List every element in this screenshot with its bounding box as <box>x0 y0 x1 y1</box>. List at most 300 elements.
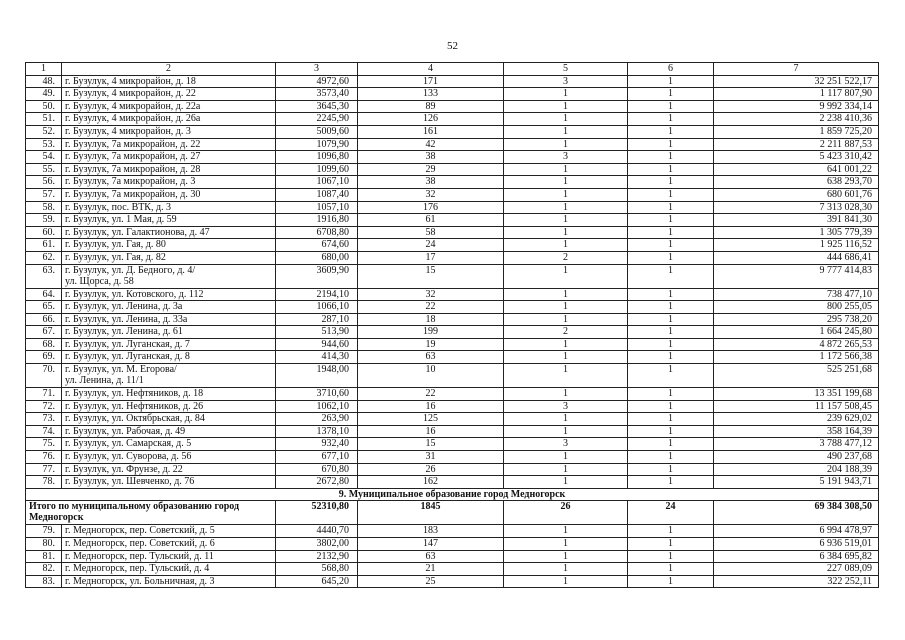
address: г. Бузулук, 7а микрорайон, д. 28 <box>62 163 276 176</box>
column-4-value: 183 <box>358 525 504 538</box>
column-6-value: 1 <box>628 326 714 339</box>
table-row <box>26 75 879 88</box>
table-row <box>26 338 879 351</box>
address <box>62 364 276 388</box>
amount: 322 252,11 <box>714 575 879 588</box>
column-4-value: 25 <box>358 575 504 588</box>
table-row <box>26 351 879 364</box>
column-6-value: 1 <box>628 476 714 489</box>
column-6-value: 1 <box>628 301 714 314</box>
row-number: 62. <box>26 251 62 264</box>
area: 3645,30 <box>276 100 358 113</box>
column-5-value: 1 <box>504 563 628 576</box>
address: г. Бузулук, ул. Шевченко, д. 76 <box>62 476 276 489</box>
area: 680,00 <box>276 251 358 264</box>
column-6-value: 1 <box>628 463 714 476</box>
column-5-value: 1 <box>504 463 628 476</box>
column-6-value: 1 <box>628 413 714 426</box>
column-6-value: 1 <box>628 176 714 189</box>
column-4-value: 22 <box>358 388 504 401</box>
row-number: 63. <box>26 264 62 288</box>
address: г. Бузулук, ул. Самарская, д. 5 <box>62 438 276 451</box>
area: 3710,60 <box>276 388 358 401</box>
column-4-value: 38 <box>358 151 504 164</box>
row-number: 56. <box>26 176 62 189</box>
column-4-value: 162 <box>358 476 504 489</box>
row-number: 80. <box>26 538 62 551</box>
column-5-value: 1 <box>504 188 628 201</box>
column-6-value: 1 <box>628 214 714 227</box>
amount: 1 117 807,90 <box>714 88 879 101</box>
column-5-value: 1 <box>504 288 628 301</box>
column-6-value: 1 <box>628 75 714 88</box>
area: 1087,40 <box>276 188 358 201</box>
address-line: ул. Щорса, д. 58 <box>65 275 134 287</box>
table-row <box>26 463 879 476</box>
area: 1067,10 <box>276 176 358 189</box>
amount: 295 738,20 <box>714 313 879 326</box>
address: г. Медногорск, ул. Больничная, д. 3 <box>62 575 276 588</box>
table-row <box>26 538 879 551</box>
total-label: Итого по муниципальному образованию город Медногорск <box>26 501 276 525</box>
address: г. Бузулук, ул. Гая, д. 80 <box>62 239 276 252</box>
address-line: г. Бузулук, ул. М. Егорова/ <box>65 364 177 376</box>
area: 1378,10 <box>276 425 358 438</box>
table-row <box>26 575 879 588</box>
address: г. Бузулук, ул. Луганская, д. 7 <box>62 338 276 351</box>
column-4-value: 19 <box>358 338 504 351</box>
column-4-value: 31 <box>358 451 504 464</box>
amount: 204 188,39 <box>714 463 879 476</box>
column-4-value: 176 <box>358 201 504 214</box>
table-row <box>26 413 879 426</box>
column-header-row <box>26 63 879 76</box>
column-5-value: 2 <box>504 251 628 264</box>
row-number: 61. <box>26 239 62 252</box>
column-header: 6 <box>628 63 714 76</box>
column-6-value: 1 <box>628 313 714 326</box>
amount: 638 293,70 <box>714 176 879 189</box>
column-4-value: 32 <box>358 188 504 201</box>
column-5-value: 3 <box>504 75 628 88</box>
area: 677,10 <box>276 451 358 464</box>
column-4-value: 21 <box>358 563 504 576</box>
address: г. Бузулук, ул. Фрунзе, д. 22 <box>62 463 276 476</box>
amount: 738 477,10 <box>714 288 879 301</box>
column-5-value: 1 <box>504 88 628 101</box>
table-row <box>26 525 879 538</box>
column-5-value: 3 <box>504 151 628 164</box>
row-number: 64. <box>26 288 62 301</box>
row-number: 58. <box>26 201 62 214</box>
column-6-value: 1 <box>628 400 714 413</box>
row-number: 73. <box>26 413 62 426</box>
column-5-value: 1 <box>504 113 628 126</box>
column-4-value: 32 <box>358 288 504 301</box>
column-6-value: 1 <box>628 388 714 401</box>
column-5-value: 1 <box>504 176 628 189</box>
table-row <box>26 251 879 264</box>
amount: 1 925 116,52 <box>714 239 879 252</box>
table-row <box>26 313 879 326</box>
table-row <box>26 113 879 126</box>
column-header: 1 <box>26 63 62 76</box>
area: 1948,00 <box>276 364 358 388</box>
column-4-value: 199 <box>358 326 504 339</box>
column-4-value: 22 <box>358 301 504 314</box>
address: г. Бузулук, ул. Рабочая, д. 49 <box>62 425 276 438</box>
column-4-value: 147 <box>358 538 504 551</box>
amount: 800 255,05 <box>714 301 879 314</box>
table-row <box>26 188 879 201</box>
row-number: 75. <box>26 438 62 451</box>
row-number: 54. <box>26 151 62 164</box>
table-row <box>26 138 879 151</box>
area: 513,90 <box>276 326 358 339</box>
housing-table <box>25 62 879 588</box>
column-6-value: 1 <box>628 351 714 364</box>
table-row <box>26 100 879 113</box>
row-number: 82. <box>26 563 62 576</box>
amount: 5 191 943,71 <box>714 476 879 489</box>
column-5-value: 1 <box>504 476 628 489</box>
row-number: 52. <box>26 125 62 138</box>
area: 287,10 <box>276 313 358 326</box>
area: 1096,80 <box>276 151 358 164</box>
column-5-value: 1 <box>504 226 628 239</box>
column-5-value: 1 <box>504 413 628 426</box>
amount: 4 872 265,53 <box>714 338 879 351</box>
table-row <box>26 476 879 489</box>
table-row <box>26 438 879 451</box>
row-number: 53. <box>26 138 62 151</box>
column-4-value: 58 <box>358 226 504 239</box>
total-amount: 69 384 308,50 <box>714 501 879 525</box>
column-5-value: 1 <box>504 364 628 388</box>
column-4-value: 61 <box>358 214 504 227</box>
row-number: 71. <box>26 388 62 401</box>
amount: 3 788 477,12 <box>714 438 879 451</box>
area: 1099,60 <box>276 163 358 176</box>
column-6-value: 1 <box>628 226 714 239</box>
column-5-value: 3 <box>504 438 628 451</box>
amount: 1 664 245,80 <box>714 326 879 339</box>
column-4-value: 133 <box>358 88 504 101</box>
table-row <box>26 214 879 227</box>
table-row <box>26 400 879 413</box>
row-number: 79. <box>26 525 62 538</box>
column-header: 2 <box>62 63 276 76</box>
section-title: 9. Муниципальное образование город Медногорск <box>26 488 879 501</box>
column-6-value: 1 <box>628 575 714 588</box>
column-4-value: 16 <box>358 425 504 438</box>
total-column-6: 24 <box>628 501 714 525</box>
row-number: 60. <box>26 226 62 239</box>
amount: 227 089,09 <box>714 563 879 576</box>
column-6-value: 1 <box>628 113 714 126</box>
column-5-value: 1 <box>504 338 628 351</box>
area: 4972,60 <box>276 75 358 88</box>
table-row <box>26 288 879 301</box>
area: 414,30 <box>276 351 358 364</box>
row-number: 70. <box>26 364 62 388</box>
column-6-value: 1 <box>628 288 714 301</box>
column-5-value: 1 <box>504 388 628 401</box>
table-row <box>26 239 879 252</box>
table-row <box>26 388 879 401</box>
column-4-value: 18 <box>358 313 504 326</box>
row-number: 68. <box>26 338 62 351</box>
column-5-value: 1 <box>504 201 628 214</box>
address: г. Бузулук, ул. Суворова, д. 56 <box>62 451 276 464</box>
column-6-value: 1 <box>628 151 714 164</box>
address: г. Бузулук, 4 микрорайон, д. 22а <box>62 100 276 113</box>
column-6-value: 1 <box>628 138 714 151</box>
amount: 13 351 199,68 <box>714 388 879 401</box>
amount: 1 305 779,39 <box>714 226 879 239</box>
column-4-value: 29 <box>358 163 504 176</box>
table-row <box>26 425 879 438</box>
amount: 11 157 508,45 <box>714 400 879 413</box>
address: г. Бузулук, 4 микрорайон, д. 26а <box>62 113 276 126</box>
address: г. Бузулук, ул. Октябрьская, д. 84 <box>62 413 276 426</box>
address: г. Бузулук, ул. Ленина, д. 3а <box>62 301 276 314</box>
address: г. Бузулук, 4 микрорайон, д. 18 <box>62 75 276 88</box>
address: г. Медногорск, пер. Советский, д. 6 <box>62 538 276 551</box>
column-5-value: 1 <box>504 538 628 551</box>
amount: 6 936 519,01 <box>714 538 879 551</box>
row-number: 55. <box>26 163 62 176</box>
table-row <box>26 364 879 388</box>
table-row <box>26 163 879 176</box>
column-5-value: 1 <box>504 313 628 326</box>
column-5-value: 1 <box>504 214 628 227</box>
address: г. Бузулук, 7а микрорайон, д. 27 <box>62 151 276 164</box>
column-6-value: 1 <box>628 563 714 576</box>
address: г. Бузулук, ул. Нефтяников, д. 18 <box>62 388 276 401</box>
column-6-value: 1 <box>628 100 714 113</box>
table-row <box>26 201 879 214</box>
column-5-value: 3 <box>504 400 628 413</box>
table-row <box>26 125 879 138</box>
column-6-value: 1 <box>628 125 714 138</box>
column-6-value: 1 <box>628 264 714 288</box>
address: г. Бузулук, 7а микрорайон, д. 30 <box>62 188 276 201</box>
address-line: ул. Ленина, д. 11/1 <box>65 375 144 387</box>
address: г. Бузулук, ул. Ленина, д. 61 <box>62 326 276 339</box>
column-5-value: 2 <box>504 326 628 339</box>
column-5-value: 1 <box>504 425 628 438</box>
table-row <box>26 451 879 464</box>
table-row <box>26 326 879 339</box>
table-row <box>26 88 879 101</box>
amount: 525 251,68 <box>714 364 879 388</box>
address: г. Бузулук, 7а микрорайон, д. 22 <box>62 138 276 151</box>
row-number: 81. <box>26 550 62 563</box>
area: 932,40 <box>276 438 358 451</box>
amount: 1 859 725,20 <box>714 125 879 138</box>
total-area: 52310,80 <box>276 501 358 525</box>
column-4-value: 10 <box>358 364 504 388</box>
column-4-value: 24 <box>358 239 504 252</box>
row-number: 69. <box>26 351 62 364</box>
row-number: 74. <box>26 425 62 438</box>
row-number: 67. <box>26 326 62 339</box>
address: г. Бузулук, 7а микрорайон, д. 3 <box>62 176 276 189</box>
column-4-value: 15 <box>358 438 504 451</box>
area: 568,80 <box>276 563 358 576</box>
column-4-value: 161 <box>358 125 504 138</box>
table-row <box>26 301 879 314</box>
area: 2194,10 <box>276 288 358 301</box>
address: г. Бузулук, 4 микрорайон, д. 3 <box>62 125 276 138</box>
row-number: 72. <box>26 400 62 413</box>
amount: 6 994 478,97 <box>714 525 879 538</box>
column-4-value: 63 <box>358 550 504 563</box>
address: г. Медногорск, пер. Тульский, д. 11 <box>62 550 276 563</box>
column-5-value: 1 <box>504 575 628 588</box>
row-number: 66. <box>26 313 62 326</box>
column-4-value: 42 <box>358 138 504 151</box>
column-header: 7 <box>714 63 879 76</box>
address: г. Медногорск, пер. Советский, д. 5 <box>62 525 276 538</box>
column-6-value: 1 <box>628 451 714 464</box>
column-4-value: 125 <box>358 413 504 426</box>
area: 670,80 <box>276 463 358 476</box>
column-4-value: 126 <box>358 113 504 126</box>
table-row <box>26 176 879 189</box>
column-5-value: 1 <box>504 239 628 252</box>
total-column-5: 26 <box>504 501 628 525</box>
area: 2132,90 <box>276 550 358 563</box>
column-6-value: 1 <box>628 364 714 388</box>
column-5-value: 1 <box>504 451 628 464</box>
amount: 391 841,30 <box>714 214 879 227</box>
amount: 680 601,76 <box>714 188 879 201</box>
address: г. Бузулук, ул. Котовского, д. 112 <box>62 288 276 301</box>
amount: 641 001,22 <box>714 163 879 176</box>
address: г. Бузулук, ул. Ленина, д. 33а <box>62 313 276 326</box>
column-4-value: 38 <box>358 176 504 189</box>
amount: 239 629,02 <box>714 413 879 426</box>
area: 4440,70 <box>276 525 358 538</box>
area: 1057,10 <box>276 201 358 214</box>
amount: 32 251 522,17 <box>714 75 879 88</box>
row-number: 77. <box>26 463 62 476</box>
column-6-value: 1 <box>628 239 714 252</box>
column-5-value: 1 <box>504 301 628 314</box>
address: г. Бузулук, ул. Гая, д. 82 <box>62 251 276 264</box>
column-6-value: 1 <box>628 251 714 264</box>
column-6-value: 1 <box>628 425 714 438</box>
column-6-value: 1 <box>628 525 714 538</box>
row-number: 49. <box>26 88 62 101</box>
area: 1916,80 <box>276 214 358 227</box>
column-5-value: 1 <box>504 550 628 563</box>
row-number: 76. <box>26 451 62 464</box>
row-number: 51. <box>26 113 62 126</box>
table-row <box>26 226 879 239</box>
row-number: 48. <box>26 75 62 88</box>
column-6-value: 1 <box>628 201 714 214</box>
column-6-value: 1 <box>628 88 714 101</box>
row-number: 65. <box>26 301 62 314</box>
amount: 444 686,41 <box>714 251 879 264</box>
column-6-value: 1 <box>628 538 714 551</box>
column-4-value: 17 <box>358 251 504 264</box>
column-5-value: 1 <box>504 100 628 113</box>
area: 1062,10 <box>276 400 358 413</box>
amount: 2 238 410,36 <box>714 113 879 126</box>
page-number: 52 <box>447 40 458 52</box>
column-5-value: 1 <box>504 525 628 538</box>
address: г. Бузулук, пос. ВТК, д. 3 <box>62 201 276 214</box>
total-row <box>26 501 879 525</box>
row-number: 78. <box>26 476 62 489</box>
row-number: 59. <box>26 214 62 227</box>
address: г. Бузулук, ул. Нефтяников, д. 26 <box>62 400 276 413</box>
address: г. Бузулук, 4 микрорайон, д. 22 <box>62 88 276 101</box>
table-row <box>26 151 879 164</box>
section-row <box>26 488 879 501</box>
column-4-value: 16 <box>358 400 504 413</box>
amount: 6 384 695,82 <box>714 550 879 563</box>
area: 944,60 <box>276 338 358 351</box>
area: 3573,40 <box>276 88 358 101</box>
area: 2672,80 <box>276 476 358 489</box>
column-5-value: 1 <box>504 125 628 138</box>
address <box>62 264 276 288</box>
table-row <box>26 264 879 288</box>
amount: 1 172 566,38 <box>714 351 879 364</box>
area: 1066,10 <box>276 301 358 314</box>
column-6-value: 1 <box>628 188 714 201</box>
column-5-value: 1 <box>504 264 628 288</box>
amount: 358 164,39 <box>714 425 879 438</box>
column-header: 4 <box>358 63 504 76</box>
amount: 9 992 334,14 <box>714 100 879 113</box>
address: г. Медногорск, пер. Тульский, д. 4 <box>62 563 276 576</box>
amount: 9 777 414,83 <box>714 264 879 288</box>
amount: 2 211 887,53 <box>714 138 879 151</box>
column-4-value: 15 <box>358 264 504 288</box>
column-6-value: 1 <box>628 338 714 351</box>
table-row <box>26 550 879 563</box>
column-6-value: 1 <box>628 550 714 563</box>
area: 645,20 <box>276 575 358 588</box>
area: 3609,90 <box>276 264 358 288</box>
amount: 7 313 028,30 <box>714 201 879 214</box>
column-6-value: 1 <box>628 163 714 176</box>
column-5-value: 1 <box>504 163 628 176</box>
column-4-value: 63 <box>358 351 504 364</box>
column-6-value: 1 <box>628 438 714 451</box>
column-4-value: 26 <box>358 463 504 476</box>
area: 674,60 <box>276 239 358 252</box>
address: г. Бузулук, ул. Луганская, д. 8 <box>62 351 276 364</box>
total-column-4: 1845 <box>358 501 504 525</box>
column-header: 5 <box>504 63 628 76</box>
area: 6708,80 <box>276 226 358 239</box>
row-number: 50. <box>26 100 62 113</box>
amount: 490 237,68 <box>714 451 879 464</box>
address-line: г. Бузулук, ул. Д. Бедного, д. 4/ <box>65 264 196 276</box>
area: 2245,90 <box>276 113 358 126</box>
row-number: 57. <box>26 188 62 201</box>
column-5-value: 1 <box>504 351 628 364</box>
column-4-value: 89 <box>358 100 504 113</box>
column-header: 3 <box>276 63 358 76</box>
